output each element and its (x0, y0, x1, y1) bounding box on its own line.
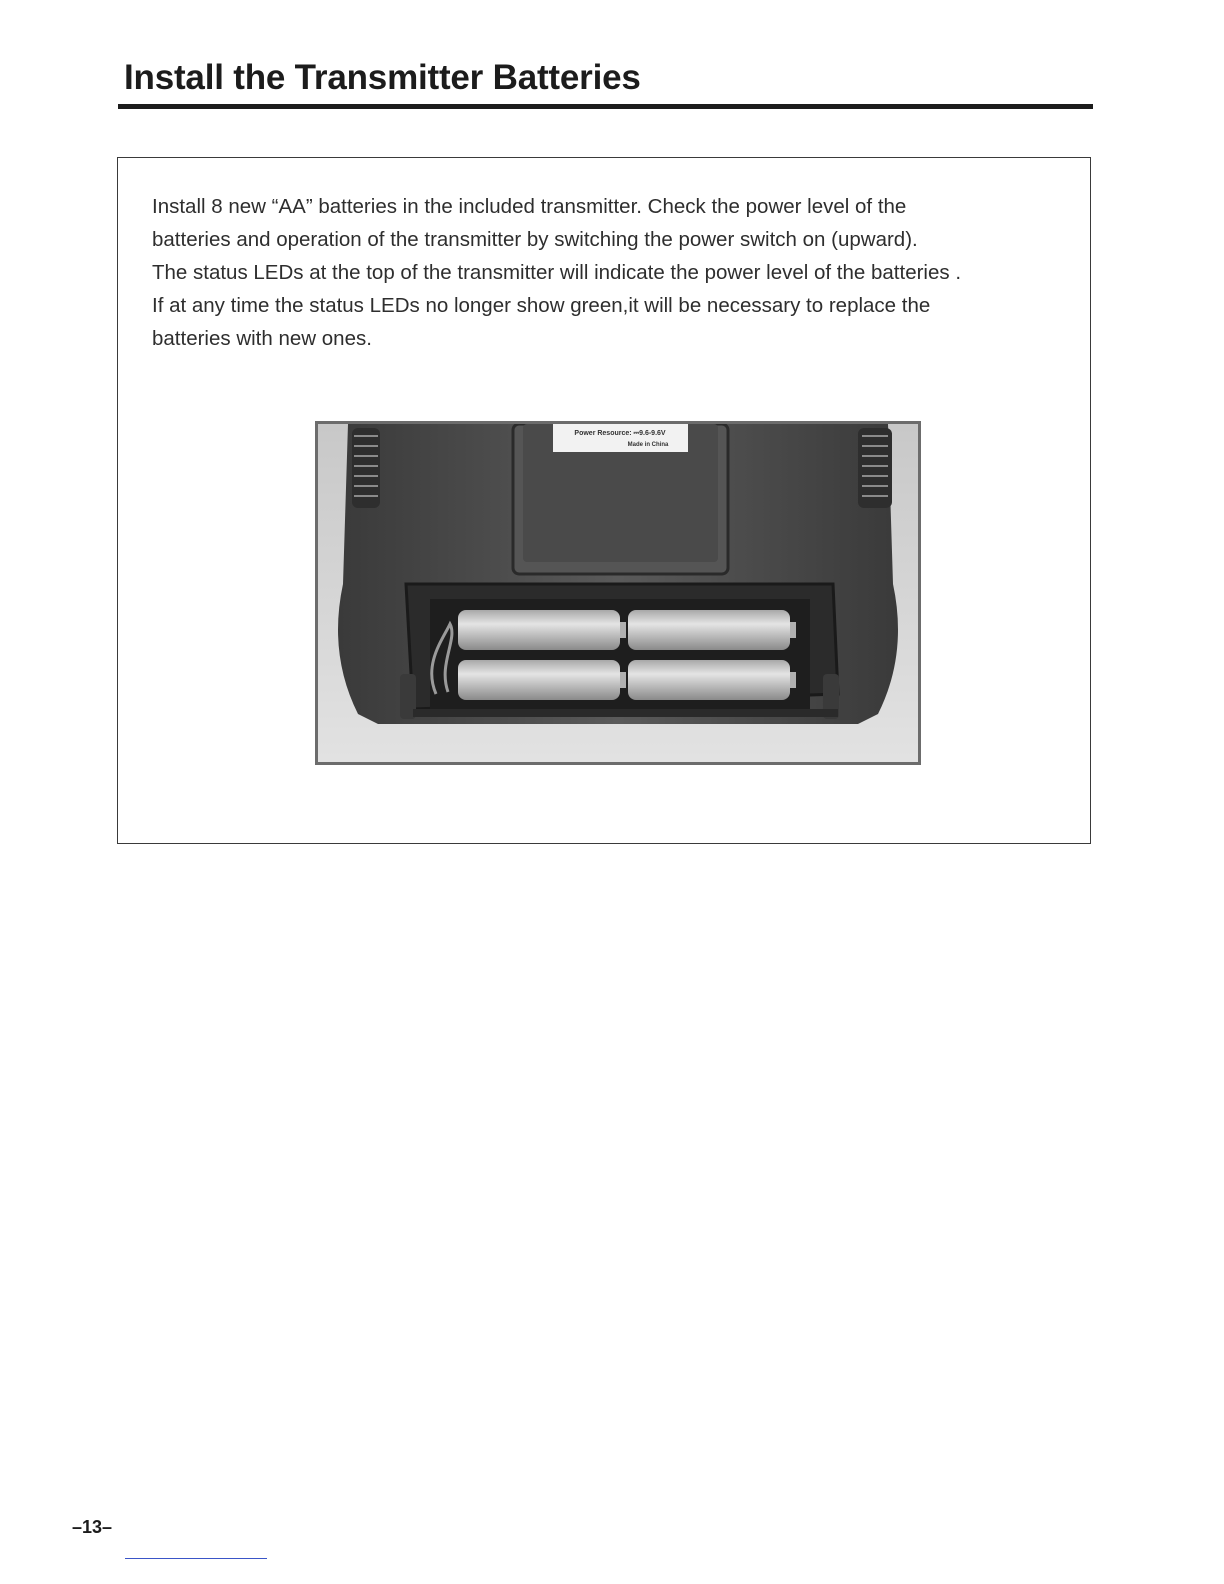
transmitter-illustration (318, 424, 918, 762)
instructions-line-4: If at any time the status LEDs no longer show green,it will be necessary to replace the (152, 294, 931, 317)
left-grip (352, 428, 380, 508)
footer-link-underline (125, 1558, 267, 1559)
battery-top-right (628, 610, 796, 650)
instructions-line-2: batteries and operation of the transmitter by switching the power switch on (upward). (152, 228, 918, 251)
battery-bottom-left (458, 660, 626, 700)
instructions-line-5: batteries with new ones. (152, 327, 372, 350)
rating-label-line-2: Made in China (627, 442, 669, 448)
right-grip (858, 428, 892, 508)
instructions-paragraph (152, 190, 1082, 355)
battery-top-left (458, 610, 626, 650)
battery-compartment-photo (315, 421, 921, 765)
page-title: Install the Transmitter Batteries (124, 58, 641, 97)
instructions-line-3: The status LEDs at the top of the transmitter will indicate the power level of the batteries . (152, 261, 962, 284)
rating-label-line-1: Power Resource: ⎓9.6-9.6V (574, 430, 666, 437)
page-number: –13– (72, 1517, 113, 1537)
title-rule (118, 104, 1093, 109)
instructions-line-1: Install 8 new “AA” batteries in the included transmitter. Check the power level of the (152, 195, 907, 218)
content-box (117, 157, 1091, 844)
battery-bottom-right (628, 660, 796, 700)
